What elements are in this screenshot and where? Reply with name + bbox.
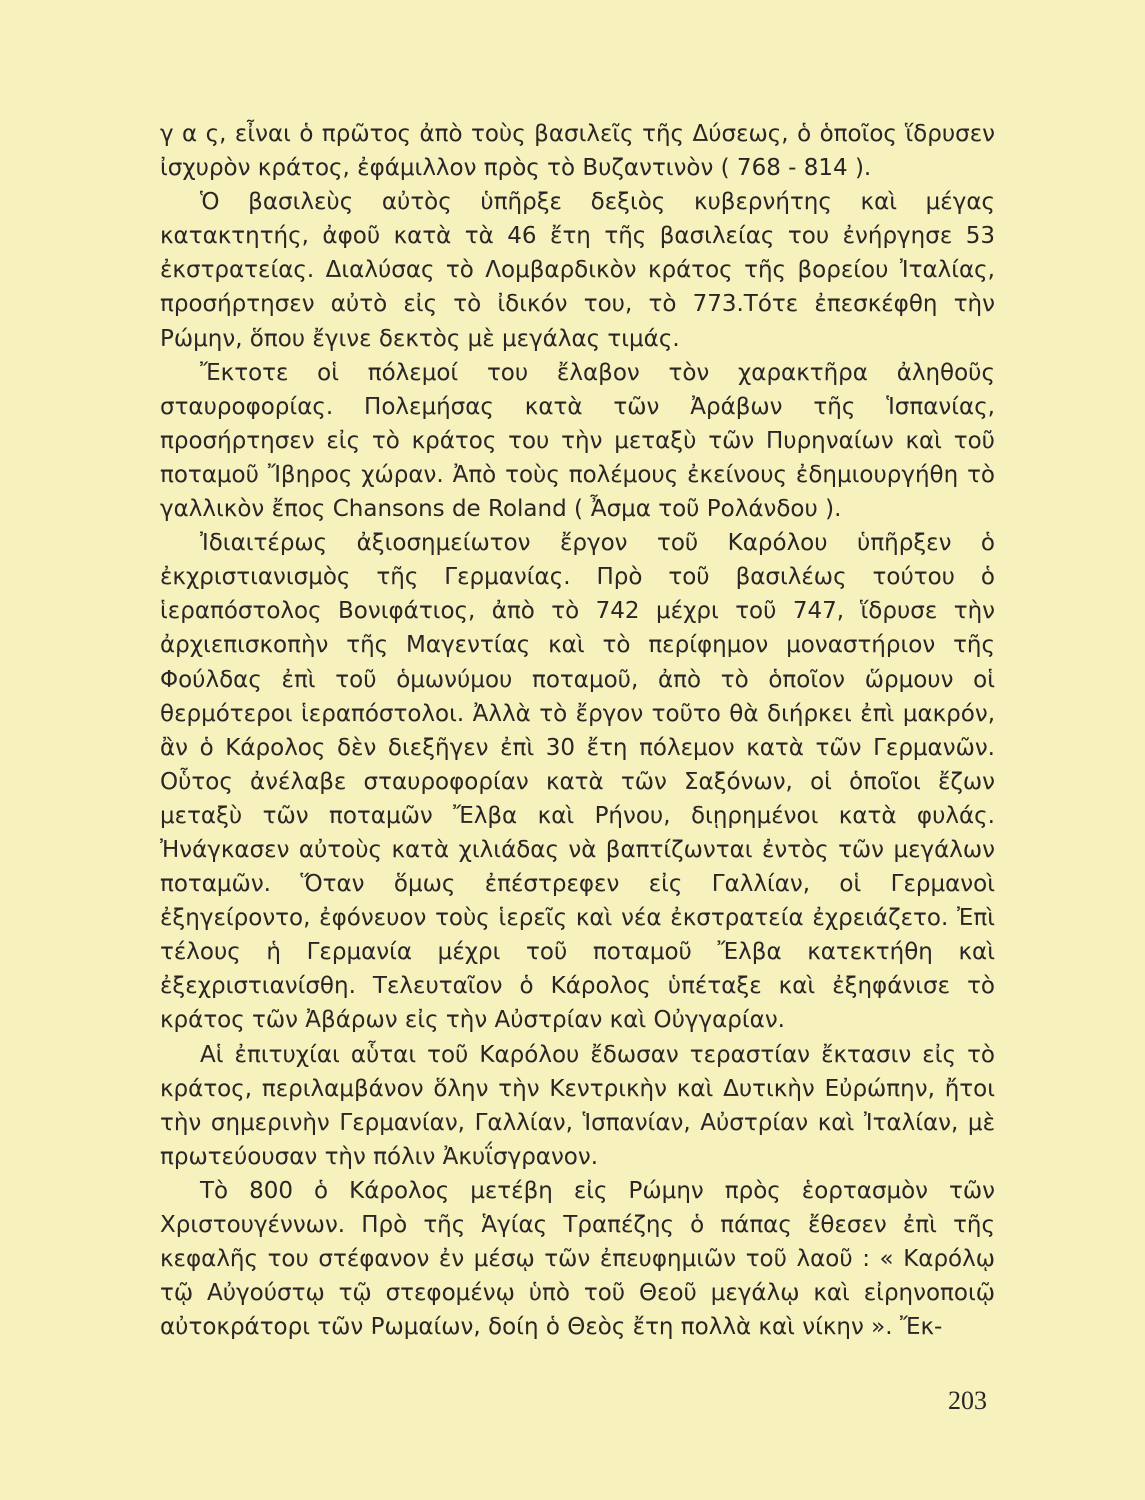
body-text	[160, 117, 995, 1344]
page-number: 203	[948, 1386, 987, 1415]
paragraph-4: Ἰδιαιτέρως ἀξιοσημείωτον ἔργον τοῦ Καρόλου ὑπῆρξεν ὁ ἐκχριστιανισμὸς τῆς Γερμανίας. Πρὸ τοῦ βασιλέως τούτου ὁ ἱεραπόστολος Βονιφάτιος, ἀπὸ τὸ 742 μέχρι τοῦ 747, ἵδρυσε τὴν ἀρχιεπισκοπὴν τῆς Μαγεντίας καὶ τὸ περίφημον μοναστήριον τῆς Φούλδας ἐπὶ τοῦ ὁμωνύμου ποταμοῦ, ἀπὸ τὸ ὁποῖον ὥρμουν οἱ θερμότεροι ἱεραπόστολοι. Ἀλλὰ τὸ ἔργον τοῦτο θὰ διήρκει ἐπὶ μακρόν, ἂν ὁ Κάρολος δὲν διεξῆγεν ἐπὶ 30 ἔτη πόλεμον κατὰ τῶν Γερμανῶν. Οὗτος ἀνέλαβε σταυροφορίαν κατὰ τῶν Σαξόνων, οἱ ὁποῖοι ἔζων μεταξὺ τῶν ποταμῶν Ἔλβα καὶ Ρήνου, διῃρημένοι κατὰ φυλάς. Ἠνάγκασεν αὐτοὺς κατὰ χιλιάδας νὰ βαπτίζωνται ἐντὸς τῶν μεγάλων ποταμῶν. Ὅταν ὅμως ἐπέστρεφεν εἰς Γαλλίαν, οἱ Γερμανοὶ ἐξηγείροντο, ἐφόνευον τοὺς ἱερεῖς καὶ νέα ἐκστρατεία ἐχρειάζετο. Ἐπὶ τέλους ἡ Γερμανία μέχρι τοῦ ποταμοῦ Ἔλβα κατεκτήθη καὶ ἐξεχριστιανίσθη. Τελευταῖον ὁ Κάρολος ὑπέταξε καὶ ἐξηφάνισε τὸ κράτος τῶν Ἀβάρων εἰς τὴν Αὐστρίαν καὶ Οὐγγαρίαν.	[160, 530, 995, 1034]
paragraph-5: Αἱ ἐπιτυχίαι αὗται τοῦ Καρόλου ἔδωσαν τεραστίαν ἔκτασιν εἰς τὸ κράτος, περιλαμβάνον ὅλην τὴν Κεντρικὴν καὶ Δυτικὴν Εὐρώπην, ἤτοι τὴν σημερινὴν Γερμανίαν, Γαλλίαν, Ἱσπανίαν, Αὐστρίαν καὶ Ἰταλίαν, μὲ πρωτεύουσαν τὴν πόλιν Ἀκυΐσγρανον.	[160, 1041, 995, 1170]
paragraph-2: Ὁ βασιλεὺς αὐτὸς ὑπῆρξε δεξιὸς κυβερνήτης καὶ μέγας κατακτητής, ἀφοῦ κατὰ τὰ 46 ἔτη τῆς βασιλείας του ἐνήργησε 53 ἐκστρατείας. Διαλύσας τὸ Λομβαρδικὸν κράτος τῆς βορείου Ἰταλίας, προσήρτησεν αὐτὸ εἰς τὸ ἰδικόν του, τὸ 773.Τότε ἐπεσκέφθη τὴν Ρώμην, ὅπου ἔγινε δεκτὸς μὲ μεγάλας τιμάς.	[160, 189, 995, 352]
paragraph-3: Ἔκτοτε οἱ πόλεμοί του ἔλαβον τὸν χαρακτῆρα ἀληθοῦς σταυροφορίας. Πολεμήσας κατὰ τῶν Ἀράβων τῆς Ἱσπανίας, προσήρτησεν εἰς τὸ κράτος του τὴν μεταξὺ τῶν Πυρηναίων καὶ τοῦ ποταμοῦ Ἴβηρος χώραν. Ἀπὸ τοὺς πολέμους ἐκείνους ἐδημιουργήθη τὸ γαλλικὸν ἔπος Chansons de Roland ( Ἆσμα τοῦ Ρολάνδου ).	[160, 359, 995, 523]
paragraph-6: Τὸ 800 ὁ Κάρολος μετέβη εἰς Ρώμην πρὸς ἑορτασμὸν τῶν Χριστουγέννων. Πρὸ τῆς Ἁγίας Τραπέζης ὁ πάπας ἔθεσεν ἐπὶ τῆς κεφαλῆς του στέφανον ἐν μέσῳ τῶν ἐπευφημιῶν τοῦ λαοῦ : « Καρόλῳ τῷ Αὐγούστῳ τῷ στεφομένῳ ὑπὸ τοῦ Θεοῦ μεγάλῳ καὶ εἰρηνοποιῷ αὐτοκράτορι τῶν Ρωμαίων, δοίη ὁ Θεὸς ἔτη πολλὰ καὶ νίκην ». Ἔκ-	[160, 1177, 995, 1341]
paragraph-1: γ α ς, εἶναι ὁ πρῶτος ἀπὸ τοὺς βασιλεῖς τῆς Δύσεως, ὁ ὁποῖος ἵδρυσεν ἰσχυρὸν κράτος, ἐφάμιλλον πρὸς τὸ Βυζαντινὸν ( 768 - 814 ).	[160, 121, 995, 182]
